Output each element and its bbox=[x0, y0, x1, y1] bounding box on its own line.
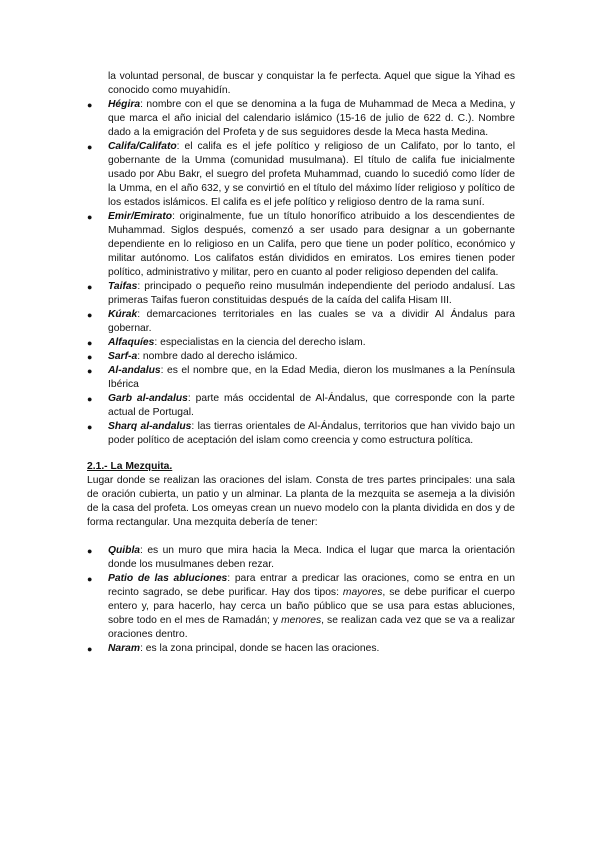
section-paragraph: Lugar donde se realizan las oraciones del islam. Consta de tres partes principales: una sala de oración cubierta, un patio y un alminar. La planta de la mezquita se asemeja a la división de la casa del profeta. Los omeyas crean un nuevo modelo con la planta dividida en dos y de forma rectangular. Una mezquita debería de tener: bbox=[87, 475, 515, 528]
glossary-definition: es el nombre que, en la Edad Media, dieron los muslmanes a la Península Ibérica bbox=[108, 365, 515, 390]
glossary-term: Garb al-andalus bbox=[108, 393, 188, 404]
glossary-definition: las tierras orientales de Al-Ándalus, territorios que han vivido bajo un poder político de aceptación del islam como creencia y como estructura política. bbox=[108, 421, 515, 446]
glossary-definition: principado o pequeño reino musulmán independiente del periodo andalusí. Las primeras Taifas fueron constituidas después de la caída del califa Hisam III. bbox=[108, 281, 515, 306]
bullet-icon: ● bbox=[87, 422, 93, 432]
glossary-definition: el califa es el jefe político y religioso de un Califato, por lo tanto, el gobernante de la Umma (comunidad musulmana). El título de califa fue inicialmente usado por Abu Bakr, el suegro del profeta Muhammad, cuando lo sucedió como líder de la Umma, en el año 632, y se convirtió en el título del máximo líder religioso y político de los estados islámicos. El califa es el jefe político y religioso dentro de la rama suní. bbox=[108, 141, 515, 208]
bullet-icon: ● bbox=[87, 644, 93, 654]
glossary-term: Sharq al-andalus bbox=[108, 421, 192, 432]
glossary-term: Emir/Emirato bbox=[108, 211, 173, 222]
glossary-item-califa: ● Califa/Califato: el califa es el jefe político y religioso de un Califato, por lo tanto, el gobernante de la Umma (comunidad musulmana). El título de califa fue inicialmente usado por Abu Bakr, el suegro del profeta Muhammad, cuando lo sucedió como líder de la Umma, en el año 632, y se convirtió en el título del máximo líder religioso y político de los estados islámicos. El califa es el jefe político y religioso dentro de la rama suní. bbox=[87, 141, 515, 208]
part-term: Quibla bbox=[108, 545, 141, 556]
continuation-text: la voluntad personal, de buscar y conquistar la fe perfecta. Aquel que sigue la Yihad es conocido como muyahidín. bbox=[108, 71, 515, 96]
glossary-definition: nombre con el que se denomina a la fuga de Muhammad de Meca a Medina, y que marca el año inicial del calendario islámico (15-16 de julio de 622 d. C.). Nombre dado a la emigración del Profeta y de sus seguidores desde la Meca hasta Medina. bbox=[108, 99, 515, 138]
section-heading: 2.1.- La Mezquita. bbox=[87, 461, 173, 472]
bullet-icon: ● bbox=[87, 310, 93, 320]
glossary-item-garb: ● Garb al-andalus: parte más occidental de Al-Ándalus, que corresponde con la parte actual de Portugal. bbox=[87, 393, 515, 418]
part-term: Naram bbox=[108, 643, 141, 654]
glossary-list bbox=[87, 98, 515, 448]
part-definition-b: , se debe purificar el cuerpo entero y, para hacerlo, hay cerca un baño público que se usa para estas abluciones, sobre todo en el mes de Ramadán; y bbox=[108, 587, 515, 626]
bullet-icon: ● bbox=[87, 366, 93, 376]
glossary-definition: parte más occidental de Al-Ándalus, que corresponde con la parte actual de Portugal. bbox=[108, 393, 515, 418]
glossary-item-alfaquies: ● Alfaquíes: especialistas en la ciencia del derecho islam. bbox=[87, 337, 366, 348]
mosque-part-naram: ● Naram: es la zona principal, donde se hacen las oraciones. bbox=[87, 643, 380, 654]
glossary-term: Kúrak bbox=[108, 309, 138, 320]
glossary-item-sharq: ● Sharq al-andalus: las tierras orientales de Al-Ándalus, territorios que han vivido bajo un poder político de aceptación del islam como creencia y como estructura política. bbox=[87, 421, 515, 446]
glossary-item-al-andalus: ● Al-andalus: es el nombre que, en la Edad Media, dieron los muslmanes a la Península Ibérica bbox=[87, 365, 515, 390]
glossary-term: Alfaquíes bbox=[108, 337, 155, 348]
glossary-definition: originalmente, fue un título honorífico atribuido a los descendientes de Muhammad. Siglos después, comenzó a ser usado para designar a un gobernante dependiente en lo religioso en un Califa, pero que tiene un poder político, económico y militar autónomo. Los califatos están divididos en emiratos. Los emires tienen poder político, administrativo y militar, pero en cuanto al poder religioso dependen del califa. bbox=[108, 211, 515, 278]
mosque-part-patio: ● Patio de las abluciones: para entrar a predicar las oraciones, como se entra en un recinto sagrado, se debe purificar. Hay dos tipos: mayores, se debe purificar el cuerpo entero y, para hacerlo, hay cerca un baño público que se usa para estas abluciones, sobre todo en el mes de Ramadán; y menores, se realizan cada vez que se va a realizar oraciones dentro. bbox=[87, 573, 516, 640]
part-definition-a: para entrar a predicar las oraciones, como se entra en un recinto sagrado, se debe purificar. Hay dos tipos: bbox=[108, 573, 515, 598]
glossary-term: Califa/Califato bbox=[108, 141, 177, 152]
term-menores: menores bbox=[281, 615, 322, 626]
mosque-parts-list bbox=[87, 544, 515, 656]
part-definition: es un muro que mira hacia la Meca. Indica el lugar que marca la orientación donde los musulmanes deben rezar. bbox=[108, 545, 515, 570]
bullet-icon: ● bbox=[87, 282, 93, 292]
term-mayores: mayores bbox=[342, 587, 383, 598]
glossary-item-sarf-a: ● Sarf-a: nombre dado al derecho islámico. bbox=[87, 351, 298, 362]
bullet-icon: ● bbox=[87, 100, 93, 110]
glossary-term: Al-andalus bbox=[108, 365, 161, 376]
glossary-definition: especialistas en la ciencia del derecho islam. bbox=[160, 337, 366, 348]
part-definition-c: , se realizan cada vez que se va a realizar oraciones dentro. bbox=[108, 615, 516, 640]
bullet-icon: ● bbox=[87, 212, 93, 222]
bullet-icon: ● bbox=[87, 546, 93, 556]
glossary-item-emir: ● Emir/Emirato: originalmente, fue un título honorífico atribuido a los descendientes de Muhammad. Siglos después, comenzó a ser usado para designar a un gobernante dependiente en lo religioso en un Califa, pero que tiene un poder político, económico y militar autónomo. Los califatos están divididos en emiratos. Los emires tienen poder político, administrativo y militar, pero en cuanto al poder religioso dependen del califa. bbox=[87, 211, 515, 278]
glossary-definition: nombre dado al derecho islámico. bbox=[142, 351, 298, 362]
glossary-term: Hégira bbox=[108, 99, 141, 110]
part-term: Patio de las abluciones bbox=[108, 573, 228, 584]
bullet-icon: ● bbox=[87, 394, 93, 404]
glossary-term: Taifas bbox=[108, 281, 138, 292]
bullet-icon: ● bbox=[87, 574, 93, 584]
part-definition: es la zona principal, donde se hacen las oraciones. bbox=[145, 643, 380, 654]
document-page bbox=[87, 70, 515, 656]
glossary-item-hegira: ● Hégira: nombre con el que se denomina a la fuga de Muhammad de Meca a Medina, y que marca el año inicial del calendario islámico (15-16 de julio de 622 d. C.). Nombre dado a la emigración del Profeta y de sus seguidores desde la Meca hasta Medina. bbox=[87, 99, 515, 138]
glossary-item-taifas: ● Taifas: principado o pequeño reino musulmán independiente del periodo andalusí. Las primeras Taifas fueron constituidas después de la caída del califa Hisam III. bbox=[87, 281, 515, 306]
mosque-part-quibla: ● Quibla: es un muro que mira hacia la Meca. Indica el lugar que marca la orientación donde los musulmanes deben rezar. bbox=[87, 545, 515, 570]
bullet-icon: ● bbox=[87, 352, 93, 362]
glossary-term: Sarf-a bbox=[108, 351, 138, 362]
bullet-icon: ● bbox=[87, 338, 93, 348]
glossary-item-kurak: ● Kúrak: demarcaciones territoriales en las cuales se va a dividir Al Ándalus para gobernar. bbox=[87, 309, 515, 334]
glossary-definition: demarcaciones territoriales en las cuales se va a dividir Al Ándalus para gobernar. bbox=[108, 309, 515, 334]
bullet-icon: ● bbox=[87, 142, 93, 152]
